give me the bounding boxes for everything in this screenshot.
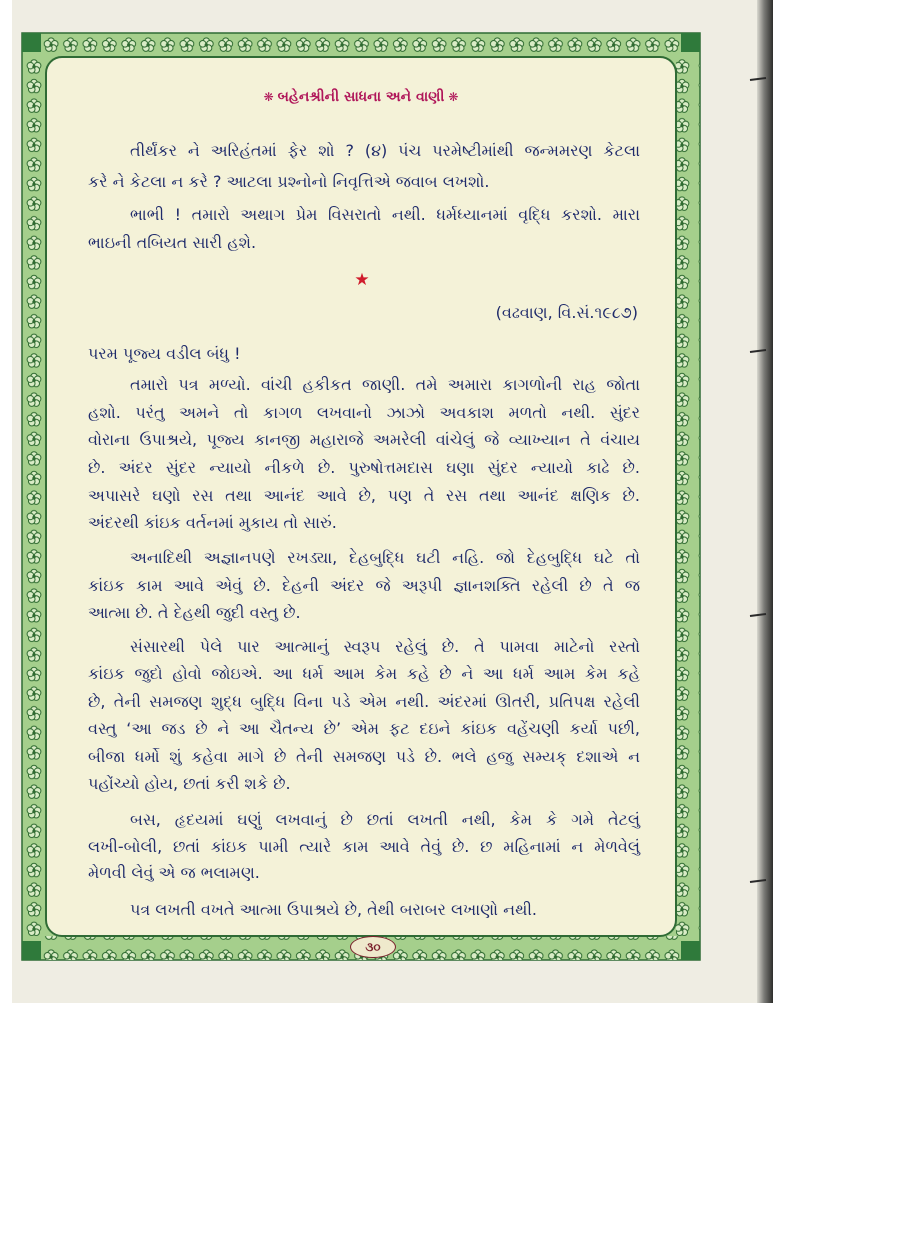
- text-line: ભાભી ! તમારો અથાગ પ્રેમ વિસરાતો નથી. ધર્મધ્યાનમાં વૃદ્ધિ કરશો. મારા: [130, 205, 640, 224]
- text-line: લખી-બોલી, છતાં કાંઇક પામી ત્યારે કામ આવે તેવું છે. છ મહિનામાં ન મેળવેલું: [88, 837, 640, 856]
- text-line: પત્ર લખતી વખતે આત્મા ઉપાશ્રયે છે, તેથી બરાબર લખાણો નથી.: [130, 900, 538, 919]
- corner-square-bottom-right: [681, 941, 700, 960]
- header-ornament-right: ❋: [448, 90, 459, 104]
- header-ornament-left: ❋: [263, 90, 274, 104]
- text-line: કાંઇક જુદો હોવો જોઇએ. આ ધર્મ આમ કેમ કહે છે ને આ ધર્મ આમ કેમ કહે: [88, 664, 640, 683]
- text-line: ભાઇની તબિયત સારી હશે.: [88, 233, 257, 252]
- text-line: અનાદિથી અજ્ઞાનપણે રખડ્યા, દેહબુદ્ધિ ઘટી નહિ. જો દેહબુદ્ધિ ઘટે તો: [130, 548, 640, 567]
- text-line: વસ્તુ ‘આ જડ છે ને આ ચૈતન્ય છે’ એમ ફટ દઇને કાંઇક વહેંચણી કર્યા પછી,: [88, 719, 640, 738]
- text-line: છે, તેની સમજણ શુદ્ધ બુદ્ધિ વિના પડે એમ નથી. અંદરમાં ઊતરી, પ્રતિપક્ષ રહેલી: [88, 692, 640, 711]
- corner-square-top-right: [681, 33, 700, 52]
- letter-place-date: (વઢવાણ, વિ.સં.૧૯૮૭): [495, 303, 638, 322]
- border-left-flowers: [22, 57, 46, 936]
- corner-square-top-left: [22, 33, 41, 52]
- page-edge-shadow: [757, 0, 773, 1003]
- star-separator-icon: ★: [354, 270, 370, 290]
- border-top-flowers: [42, 33, 680, 57]
- header-title: બહેનશ્રીની સાધના અને વાણી: [277, 89, 445, 105]
- text-line: તમારો પત્ર મળ્યો. વાંચી હકીકત જાણી. તમે અમારા કાગળોની રાહ જોતા: [130, 375, 640, 394]
- corner-square-bottom-left: [22, 941, 41, 960]
- text-line: પહોંચ્યો હોય, છતાં કરી શકે છે.: [88, 774, 291, 793]
- border-right-flowers: [676, 57, 700, 936]
- page-number: ૩૦: [350, 936, 396, 958]
- text-line: બસ, હૃદયમાં ઘણું લખવાનું છે છતાં લખતી નથી, કેમ કે ગમે તેટલું: [130, 810, 640, 829]
- text-line: મેળવી લેવું એ જ ભલામણ.: [88, 863, 260, 882]
- text-line: કાંઇક કામ આવે એવું છે. દેહની અંદર જે અરૂપી જ્ઞાનશક્તિ રહેલી છે તે જ: [88, 576, 640, 595]
- text-line: કરે ને કેટલા ન કરે ? આટલા પ્રશ્નોનો નિવૃત્તિએ જવાબ લખશો.: [88, 172, 490, 191]
- text-line: વોરાના ઉપાશ્રયે, પૂજ્ય કાનજી મહારાજે અમરેલી વાંચેલું જે વ્યાખ્યાન તે વંચાય: [88, 430, 640, 449]
- letter-salutation: પરમ પૂજ્ય વડીલ બંધુ !: [88, 344, 241, 363]
- text-line: અંદરથી કાંઇક વર્તનમાં મુકાય તો સારું.: [88, 513, 337, 532]
- text-line: આત્મા છે. તે દેહથી જુદી વસ્તુ છે.: [88, 603, 301, 622]
- text-line: સંસારથી પેલે પાર આત્માનું સ્વરૂપ રહેલું છે. તે પામવા માટેનો રસ્તો: [130, 637, 640, 656]
- text-line: બીજા ધર્મો શું કહેવા માગે છે તેની સમજણ પડે છે. ભલે હજુ સમ્યક્ દશાએ ન: [88, 747, 640, 766]
- text-line: અપાસરે ઘણો રસ તથા આનંદ આવે છે, પણ તે રસ તથા આનંદ ક્ષણિક છે.: [88, 486, 640, 505]
- running-header: [46, 86, 676, 108]
- text-line: તીર્થંકર ને અરિહંતમાં ફેર શો ? (૪) પંચ પરમેષ્ટીમાંથી જન્મમરણ કેટલા: [130, 141, 640, 160]
- text-line: હશો. પરંતુ અમને તો કાગળ લખવાનો ઝાઝો અવકાશ મળતો નથી. સુંદર: [88, 403, 640, 422]
- text-line: છે. અંદર સુંદર ન્યાયો નીકળે છે. પુરુષોત્તમદાસ ઘણા સુંદર ન્યાયો કાઢે છે.: [88, 458, 640, 477]
